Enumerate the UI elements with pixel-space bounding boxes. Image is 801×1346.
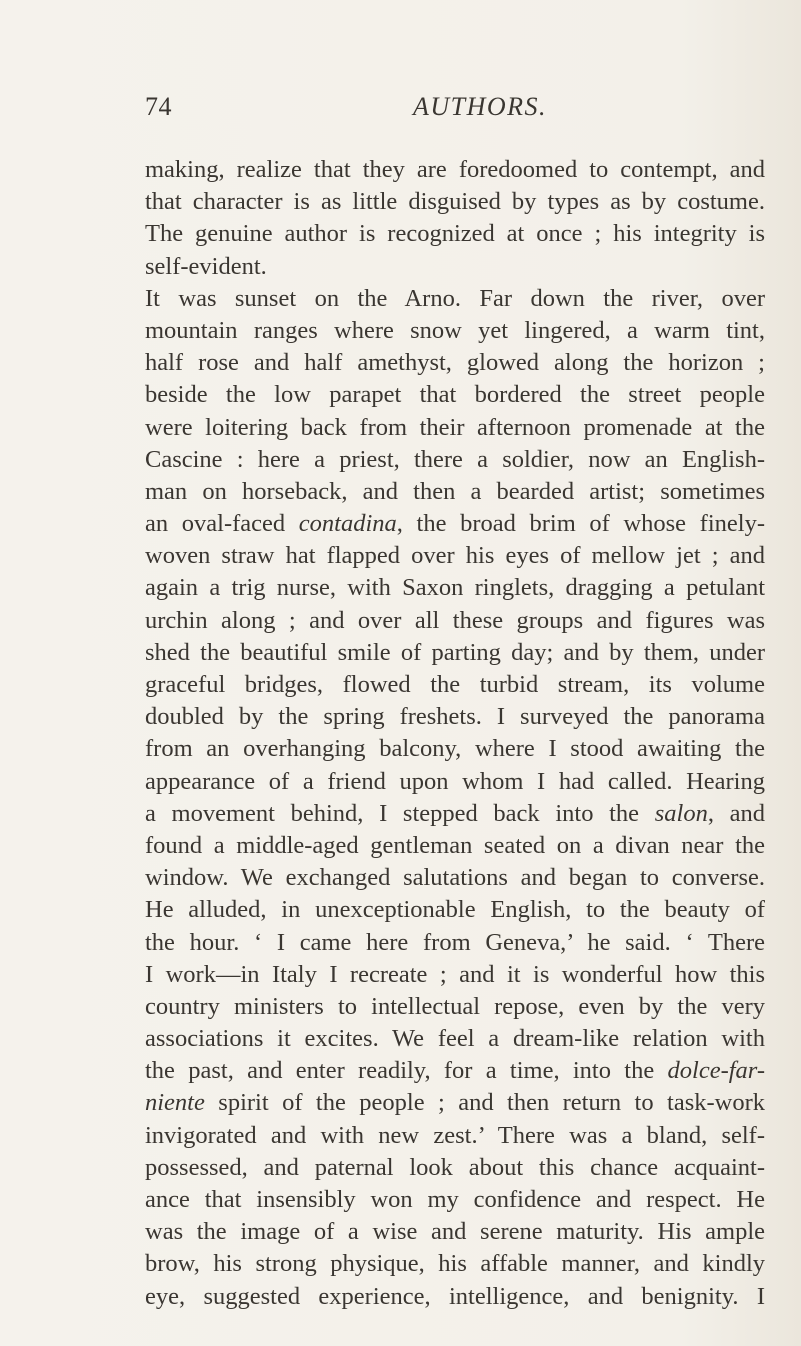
text-segment: possessed, and paternal look about this chance acquaint- (145, 1153, 765, 1181)
text-segment: making, realize that they are foredoomed to contempt, and (145, 156, 765, 183)
text-line (145, 1152, 765, 1184)
text-segment: found a middle-aged gentleman seated on a divan near the (145, 831, 765, 859)
text-segment: graceful bridges, flowed the turbid stream, its volume (145, 671, 765, 698)
text-segment: It was sunset on the Arno. Far down the river, over (145, 284, 765, 312)
text-line (145, 830, 765, 862)
text-line (145, 508, 765, 540)
text-segment: mountain ranges where snow yet lingered, a warm tint, (145, 316, 765, 344)
text-segment: beside the low parapet that bordered the street people (145, 381, 765, 409)
text-line (145, 1055, 765, 1087)
text-segment: was the image of a wise and serene maturity. His ample (145, 1218, 765, 1246)
text-segment: half rose and half amethyst, glowed along the horizon ; (145, 349, 765, 377)
text-segment: doubled by the spring freshets. I surveyed the panorama (145, 703, 765, 731)
italic-text: contadina (298, 510, 397, 538)
text-line (145, 379, 765, 411)
text-line (145, 733, 765, 765)
text-line (145, 1216, 765, 1248)
italic-text: dolce-far- (667, 1057, 765, 1085)
text-segment: window. We exchanged salutations and began to converse. (145, 864, 765, 892)
text-segment: again a trig nurse, with Saxon ringlets, dragging a petulant (145, 574, 765, 602)
text-line (145, 315, 765, 347)
text-segment: associations it excites. We feel a dream-like relation with (145, 1025, 765, 1053)
text-line (145, 1248, 765, 1280)
text-line (145, 701, 765, 733)
text-line (145, 1023, 765, 1055)
text-line (145, 991, 765, 1023)
text-line (145, 572, 765, 604)
text-line (145, 1120, 765, 1152)
text-segment: ance that insensibly won my confidence and respect. He (145, 1186, 765, 1213)
text-line (145, 412, 765, 444)
text-line (145, 927, 765, 959)
text-segment: urchin along ; and over all these groups and figures was (145, 606, 765, 634)
text-line (145, 218, 765, 250)
text-segment: a movement behind, I stepped back into the (145, 799, 655, 827)
text-line (145, 669, 765, 701)
text-segment: I work—in Italy I recreate ; and it is wonderful how this (145, 960, 765, 988)
running-head: AUTHORS. (413, 92, 548, 121)
text-line (145, 894, 765, 926)
text-segment: shed the beautiful smile of parting day; and by them, under (145, 638, 765, 666)
text-segment: from an overhanging balcony, where I stood awaiting the (145, 735, 765, 763)
text-segment: man on horseback, and then a bearded artist; sometimes (145, 477, 765, 505)
text-segment: brow, his strong physique, his affable manner, and kindly (145, 1250, 765, 1278)
text-line (145, 1087, 765, 1119)
text-segment: were loitering back from their afternoon promenade at the (145, 413, 765, 441)
text-line (145, 1281, 765, 1313)
text-segment: that character is as little disguised by types as by costume. (145, 188, 765, 216)
text-line (145, 251, 765, 283)
page-number: 74 (145, 92, 172, 121)
text-segment: woven straw hat flapped over his eyes of mellow jet ; and (145, 542, 765, 570)
text-segment: an oval-faced (145, 510, 299, 538)
text-line (145, 766, 765, 798)
text-segment: eye, suggested experience, intelligence, and benignity. I (145, 1282, 765, 1310)
text-segment: , and (707, 799, 765, 827)
text-line (145, 154, 765, 186)
text-line (145, 283, 765, 315)
text-segment: country ministers to intellectual repose, even by the very (145, 992, 765, 1020)
text-line (145, 862, 765, 894)
text-line (145, 476, 765, 508)
text-segment: invigorated and with new zest.’ There was a bland, self- (145, 1121, 765, 1149)
italic-text: niente (145, 1089, 205, 1117)
text-line (145, 637, 765, 669)
text-line (145, 798, 765, 830)
text-segment: Cascine : here a priest, there a soldier, now an English- (145, 445, 765, 473)
text-segment: the hour. ‘ I came here from Geneva,’ he said. ‘ There (145, 928, 765, 956)
text-segment: He alluded, in unexceptionable English, to the beauty of (145, 896, 765, 924)
text-segment: the past, and enter readily, for a time, into the (145, 1057, 668, 1085)
text-line (145, 1184, 765, 1216)
page-header (145, 92, 705, 128)
text-segment: appearance of a friend upon whom I had called. Hearing (145, 767, 765, 795)
text-segment: The genuine author is recognized at once ; his integrity is (145, 220, 765, 248)
text-line (145, 347, 765, 379)
text-segment: , the broad brim of whose finely- (396, 510, 765, 538)
text-line (145, 605, 765, 637)
text-line (145, 444, 765, 476)
body-text (145, 154, 765, 1313)
italic-text: salon (654, 799, 708, 827)
text-line (145, 959, 765, 991)
text-line (145, 186, 765, 218)
text-line (145, 540, 765, 572)
text-segment: self-evident. (145, 252, 267, 280)
text-segment: spirit of the people ; and then return to task-work (204, 1089, 765, 1117)
